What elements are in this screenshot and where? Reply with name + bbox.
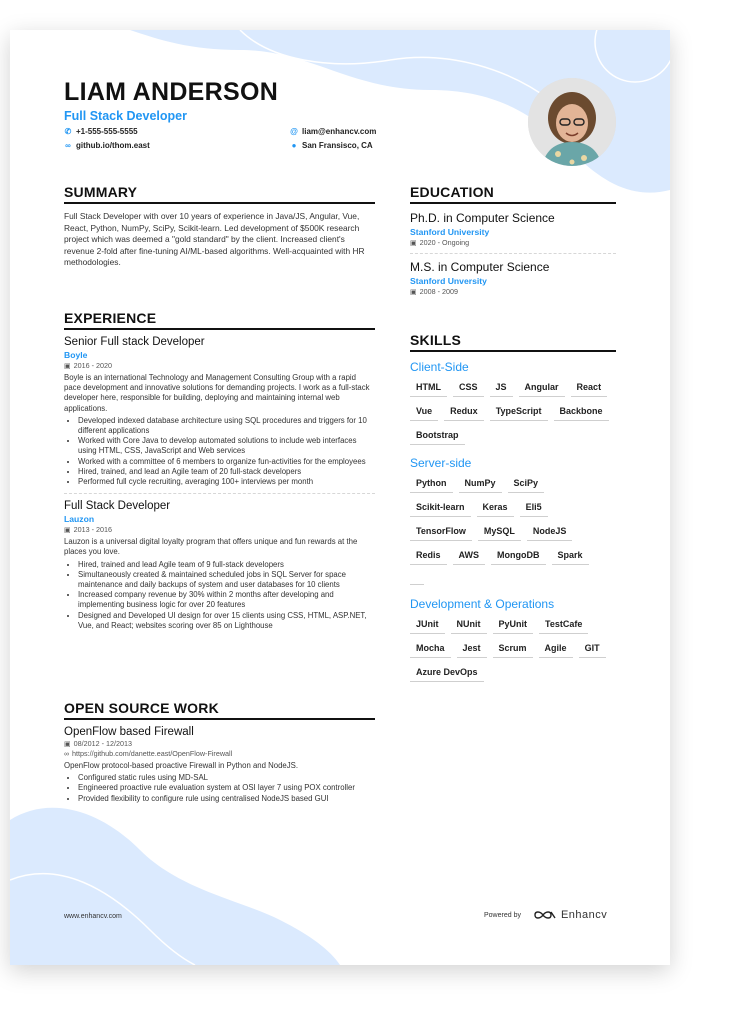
- skill-tag: Keras: [477, 502, 514, 517]
- skill-tag: NumPy: [459, 478, 502, 493]
- email-text[interactable]: liam@enhancv.com: [302, 127, 377, 136]
- avatar-portrait-image: [528, 78, 616, 166]
- list-item: • Hired, trained, and lead an Agile team of 20 full-stack developers: [78, 467, 375, 477]
- skill-tag: Python: [410, 478, 453, 493]
- job-dates: [64, 361, 375, 370]
- experience-section: [64, 310, 375, 631]
- skill-tag: Redis: [410, 550, 447, 565]
- skill-tag: HTML: [410, 382, 447, 397]
- skills-heading: SKILLS: [410, 332, 616, 352]
- skill-tag: React: [571, 382, 608, 397]
- at-icon: @: [290, 127, 298, 136]
- education-entry: [410, 211, 616, 247]
- job-entry: [64, 336, 375, 487]
- skill-tag: NUnit: [451, 619, 487, 634]
- list-item: • Increased company revenue by 30% within 2 months after developing and implementing business logic for over 20 features: [78, 590, 375, 610]
- skill-tags: [410, 478, 616, 574]
- education-entry: [410, 260, 616, 296]
- skill-tag: Redux: [444, 406, 484, 421]
- skill-tag: NodeJS: [527, 526, 573, 541]
- education-dates-text: 2008 - 2009: [419, 287, 458, 296]
- calendar-icon: ▣: [64, 741, 71, 748]
- bottom-left-wave-decoration: [10, 790, 350, 965]
- list-item: • Engineered proactive rule evaluation system at OSI layer 7 using POX controller: [78, 783, 375, 793]
- website-text[interactable]: github.io/thom.east: [76, 141, 150, 150]
- education-dates: [410, 287, 616, 296]
- job-dates-text: 2016 - 2020: [73, 361, 112, 370]
- location-text: San Fransisco, CA: [302, 141, 373, 150]
- job-description: Lauzon is a universal digital loyalty program that offers unique and fun rewards at the places you love.: [64, 537, 358, 557]
- degree-title: M.S. in Computer Science: [410, 260, 550, 274]
- calendar-icon: ▣: [64, 363, 71, 370]
- job-title: Senior Full stack Developer: [64, 336, 205, 348]
- skill-tag: Bootstrap: [410, 430, 465, 445]
- candidate-name: LIAM ANDERSON: [64, 78, 279, 106]
- skill-group-title: Server-side: [410, 456, 472, 470]
- calendar-icon: ▣: [64, 527, 71, 535]
- school-name: Stanford Unversity: [410, 276, 487, 286]
- skill-tag: Mocha: [410, 643, 451, 658]
- summary-section: [64, 184, 375, 269]
- divider: [64, 493, 375, 494]
- contact-email[interactable]: [290, 127, 376, 136]
- skill-tag: Scrum: [493, 643, 533, 658]
- divider: [410, 253, 616, 254]
- avatar: [528, 78, 616, 166]
- skill-group-title: Development & Operations: [410, 597, 555, 611]
- phone-icon: ✆: [64, 127, 72, 136]
- list-item: • Performed full cycle recruiting, averaging 100+ interviews per month: [78, 477, 375, 487]
- skill-tag: JUnit: [410, 619, 445, 634]
- project-title: OpenFlow based Firewall: [64, 726, 194, 738]
- education-section: [410, 184, 616, 296]
- contact-website[interactable]: [64, 141, 150, 150]
- footer-powered-by: [484, 909, 607, 921]
- phone-text: +1-555-555-5555: [76, 127, 138, 136]
- brand-text: Enhancv: [560, 909, 608, 921]
- calendar-icon: ▣: [410, 240, 417, 247]
- skill-tag: TensorFlow: [410, 526, 472, 541]
- skill-tag: Agile: [539, 643, 573, 658]
- list-item: • Worked with a committee of 6 members to organize fun-activities for the employees: [78, 457, 375, 467]
- project-link[interactable]: [64, 749, 375, 758]
- skill-tag: CSS: [453, 382, 484, 397]
- link-icon: ∞: [65, 141, 71, 150]
- empty-tag-divider: [410, 584, 424, 585]
- project-dates: [64, 739, 375, 748]
- list-item: • Configured static rules using MD-SAL: [78, 773, 375, 783]
- skill-tag: Azure DevOps: [410, 667, 484, 682]
- footer-website[interactable]: www.enhancv.com: [64, 913, 122, 920]
- skill-tag: Backbone: [554, 406, 609, 421]
- skill-tag: Vue: [410, 406, 438, 421]
- resume-page: [10, 30, 670, 965]
- skill-tag: JS: [490, 382, 513, 397]
- skill-tag: SciPy: [508, 478, 545, 493]
- job-title: Full Stack Developer: [64, 500, 171, 513]
- list-item: • Designed and Developed UI design for over 15 clients using CSS, HTML, ASP.NET, Vue, and React; websites scoring over 85 on Lighthouse: [78, 611, 375, 631]
- skill-tag: TestCafe: [539, 619, 588, 634]
- calendar-icon: ▣: [410, 289, 417, 296]
- powered-by-text: Powered by: [484, 911, 521, 919]
- list-item: • Simultaneously created & maintained scheduled jobs in SQL Server for space maintenance and daily backups of system and user databases for 10 clients: [78, 570, 375, 590]
- pin-icon: ●: [291, 141, 297, 150]
- skill-tag: Scikit-learn: [410, 502, 471, 517]
- skill-tag: GIT: [579, 643, 606, 658]
- summary-heading: SUMMARY: [64, 184, 375, 204]
- project-entry: [64, 726, 375, 804]
- project-link-text[interactable]: https://github.com/danette.east/OpenFlow-Firewall: [72, 749, 233, 758]
- skill-tag: AWS: [453, 550, 486, 565]
- job-dates-text: 2013 - 2016: [73, 525, 112, 535]
- skill-tag: MySQL: [478, 526, 521, 541]
- job-description: Boyle is an international Technology and Management Consulting Group with a rapid pace development and innovative solutions for demanding projects. I work as a full-stack developer here, responsible for building, deploying and maintaining internal web applications.: [64, 373, 370, 413]
- skill-tag: PyUnit: [493, 619, 534, 634]
- skill-tag: Jest: [457, 643, 487, 658]
- open-source-section: [64, 700, 375, 804]
- list-item: • Developed indexed database architecture using SQL procedures and triggers for 10 different applications: [78, 416, 375, 436]
- skill-tags: [410, 619, 616, 691]
- education-dates-text: 2020 - Ongoing: [419, 238, 470, 247]
- open-source-heading: OPEN SOURCE WORK: [64, 700, 375, 720]
- education-dates: [410, 238, 616, 247]
- job-bullets: [64, 416, 375, 487]
- job-company: Lauzon: [64, 514, 95, 525]
- link-icon: ∞: [64, 751, 69, 758]
- skill-tag: Eli5: [520, 502, 548, 517]
- project-description: OpenFlow protocol-based proactive Firewall in Python and NodeJS.: [64, 761, 299, 770]
- skill-tags: [410, 382, 616, 454]
- list-item: • Hired, trained and lead Agile team of 9 full-stack developers: [78, 560, 375, 570]
- skill-tag: Spark: [552, 550, 589, 565]
- job-bullets: [64, 560, 375, 631]
- job-entry: [64, 500, 375, 631]
- school-name: Stanford University: [410, 227, 490, 237]
- experience-heading: EXPERIENCE: [64, 310, 375, 330]
- contact-phone: [64, 127, 138, 136]
- job-company: Boyle: [64, 350, 88, 360]
- degree-title: Ph.D. in Computer Science: [410, 211, 555, 225]
- project-dates-text: 08/2012 - 12/2013: [73, 739, 132, 748]
- list-item: • Worked with Core Java to develop automated solutions to include web interfaces using HTML, CSS, JavaScript and Web services: [78, 436, 375, 456]
- list-item: • Provided flexibility to configure rule using centralised NodeJS based GUI: [78, 794, 375, 804]
- candidate-role: Full Stack Developer: [64, 109, 187, 123]
- skill-tag: MongoDB: [491, 550, 546, 565]
- skill-tag: TypeScript: [490, 406, 548, 421]
- skill-tag: Angular: [519, 382, 565, 397]
- job-dates: [64, 525, 375, 534]
- education-heading: EDUCATION: [410, 184, 616, 204]
- skill-group-title: Client-Side: [410, 360, 469, 374]
- skills-section: [410, 332, 616, 691]
- project-bullets: [64, 773, 375, 804]
- contact-location: [290, 141, 373, 150]
- summary-text: Full Stack Developer with over 10 years of experience in Java/JS, Angular, Vue, React, Python, NumPy, SciPy, Scikit-learn. Led development of $500K research project which was deemed a "gold standard" by the client. Increased client's revenue 2-fold after fine-tuning AI/ML-based algorithms. Well-acquainted with HR methodologies.: [64, 211, 365, 267]
- enhancv-logo-icon: [533, 909, 557, 921]
